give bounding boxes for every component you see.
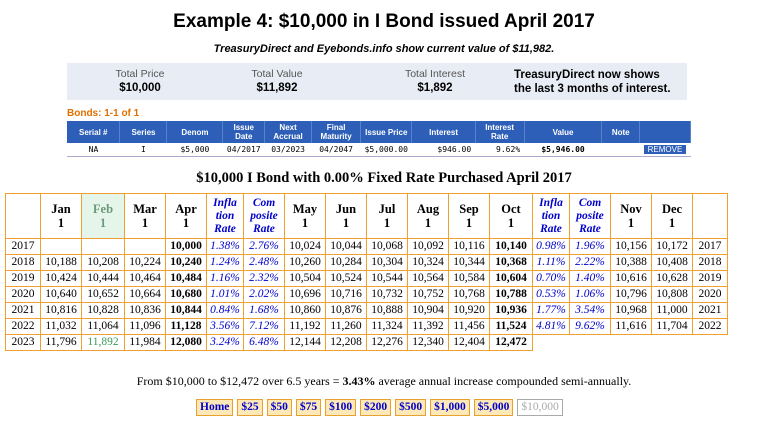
page-subtitle: TreasuryDirect and Eyebonds.info show current value of $11,982. <box>213 43 555 55</box>
year-cell: 2018 <box>693 255 728 271</box>
value-cell: 10,188 <box>41 255 82 271</box>
amount-button[interactable]: $200 <box>360 399 391 416</box>
value-cell: 12,472 <box>490 335 533 351</box>
year-cell: 2022 <box>693 319 728 335</box>
rate-cell: 2.48% <box>244 255 285 271</box>
value-cell: 10,068 <box>367 239 408 255</box>
value-cell: 10,860 <box>285 303 326 319</box>
year-cell: 2022 <box>6 319 41 335</box>
value-col-header <box>693 194 728 239</box>
value-cell: 11,128 <box>166 319 207 335</box>
value-col-header: Mar 1 <box>125 194 166 239</box>
interest-note-line1: TreasuryDirect now shows <box>514 69 660 81</box>
value-cell: 10,464 <box>125 271 166 287</box>
amount-button[interactable]: $100 <box>325 399 356 416</box>
value-row-2022 <box>6 319 728 335</box>
rate-cell: 1.06% <box>570 287 611 303</box>
value-table-title: $10,000 I Bond with 0.00% Fixed Rate Purchased April 2017 <box>196 170 572 186</box>
bond-note <box>602 143 640 157</box>
value-cell: 11,616 <box>611 319 652 335</box>
value-cell: 10,172 <box>652 239 693 255</box>
value-cell: 10,260 <box>285 255 326 271</box>
rate-cell <box>570 335 611 351</box>
bond-issue-date: 04/2017 <box>223 143 265 157</box>
col-issue-price[interactable]: Issue Price <box>361 121 412 143</box>
year-cell: 2021 <box>6 303 41 319</box>
value-cell: 10,000 <box>166 239 207 255</box>
rate-cell: 0.98% <box>533 239 570 255</box>
rate-cell: 2.02% <box>244 287 285 303</box>
total-value-value: $11,892 <box>256 82 298 94</box>
summary-sentence-start: From $10,000 to $12,472 over 6.5 years = <box>136 374 343 388</box>
col-value[interactable]: Value <box>524 121 602 143</box>
value-cell: 10,616 <box>611 271 652 287</box>
value-cell <box>125 239 166 255</box>
bond-value: $5,946.00 <box>524 143 602 157</box>
value-cell: 10,344 <box>449 255 490 271</box>
value-cell: 10,208 <box>82 255 125 271</box>
rate-cell: 1.77% <box>533 303 570 319</box>
rate-cell: 6.48% <box>244 335 285 351</box>
value-cell: 12,144 <box>285 335 326 351</box>
value-cell: 10,564 <box>408 271 449 287</box>
amount-button[interactable]: $5,000 <box>474 399 514 416</box>
value-cell: 11,984 <box>125 335 166 351</box>
value-cell: 10,544 <box>367 271 408 287</box>
bond-row <box>67 143 691 157</box>
value-row-2020 <box>6 287 728 303</box>
rate-cell: 1.16% <box>207 271 244 287</box>
value-col-header: Com posite Rate <box>244 194 285 239</box>
value-col-header <box>6 194 41 239</box>
bond-interest: $946.00 <box>412 143 475 157</box>
value-cell: 11,796 <box>41 335 82 351</box>
year-cell: 2019 <box>6 271 41 287</box>
year-cell: 2018 <box>6 255 41 271</box>
value-row-2018 <box>6 255 728 271</box>
value-cell: 10,284 <box>326 255 367 271</box>
value-cell: 10,484 <box>166 271 207 287</box>
value-cell: 12,276 <box>367 335 408 351</box>
value-cell: 10,752 <box>408 287 449 303</box>
value-cell: 12,340 <box>408 335 449 351</box>
amount-nav <box>196 399 563 416</box>
value-cell: 11,324 <box>367 319 408 335</box>
total-price-value: $10,000 <box>119 82 161 94</box>
value-cell: 10,240 <box>166 255 207 271</box>
value-col-header: Apr 1 <box>166 194 207 239</box>
value-cell <box>41 239 82 255</box>
value-cell: 11,260 <box>326 319 367 335</box>
value-cell: 10,936 <box>490 303 533 319</box>
rate-cell: 1.40% <box>570 271 611 287</box>
value-cell: 10,444 <box>82 271 125 287</box>
interest-note <box>514 68 671 96</box>
remove-button[interactable]: REMOVE <box>644 145 687 154</box>
rate-cell: 0.53% <box>533 287 570 303</box>
value-cell: 10,920 <box>449 303 490 319</box>
value-cell: 10,504 <box>285 271 326 287</box>
value-cell: 10,224 <box>125 255 166 271</box>
value-cell: 11,000 <box>652 303 693 319</box>
value-cell: 10,844 <box>166 303 207 319</box>
value-cell: 10,732 <box>367 287 408 303</box>
amount-button[interactable]: $1,000 <box>430 399 470 416</box>
value-col-header: May 1 <box>285 194 326 239</box>
bond-next-accrual: 03/2023 <box>265 143 312 157</box>
amount-button[interactable]: $75 <box>296 399 321 416</box>
value-col-header: Jan 1 <box>41 194 82 239</box>
amount-button[interactable]: $50 <box>267 399 292 416</box>
total-interest-label: Total Interest <box>404 68 466 80</box>
value-cell: 10,640 <box>41 287 82 303</box>
value-cell: 12,404 <box>449 335 490 351</box>
rate-cell: 3.24% <box>207 335 244 351</box>
value-cell: 11,704 <box>652 319 693 335</box>
bond-interest-rate: 9.62% <box>475 143 524 157</box>
rate-cell: 1.24% <box>207 255 244 271</box>
value-cell: 10,116 <box>449 239 490 255</box>
value-cell: 10,304 <box>367 255 408 271</box>
col-interest[interactable]: Interest <box>412 121 475 143</box>
col-note[interactable]: Note <box>602 121 640 143</box>
value-cell: 10,044 <box>326 239 367 255</box>
value-cell: 11,096 <box>125 319 166 335</box>
value-cell <box>611 335 652 351</box>
value-cell: 10,424 <box>41 271 82 287</box>
value-row-2017 <box>6 239 728 255</box>
value-cell: 11,524 <box>490 319 533 335</box>
value-row-2023 <box>6 335 728 351</box>
value-col-header: Dec 1 <box>652 194 693 239</box>
value-cell: 11,032 <box>41 319 82 335</box>
summary-bar <box>67 63 687 100</box>
col-issue-date[interactable]: Issue Date <box>223 121 265 143</box>
col-series[interactable]: Series <box>120 121 167 143</box>
rate-cell: 4.81% <box>533 319 570 335</box>
col-denom[interactable]: Denom <box>167 121 223 143</box>
value-cell: 12,208 <box>326 335 367 351</box>
rate-cell: 1.96% <box>570 239 611 255</box>
interest-note-line2: the last 3 months of interest. <box>514 83 671 95</box>
amount-button: $10,000 <box>517 399 562 416</box>
value-cell: 10,324 <box>408 255 449 271</box>
bond-action-cell <box>640 143 691 157</box>
rate-cell: 7.12% <box>244 319 285 335</box>
rate-cell: 9.62% <box>570 319 611 335</box>
value-cell: 10,368 <box>490 255 533 271</box>
value-cell: 10,696 <box>285 287 326 303</box>
total-value-label: Total Value <box>251 68 303 80</box>
value-cell: 10,836 <box>125 303 166 319</box>
value-cell: 10,876 <box>326 303 367 319</box>
year-cell: 2021 <box>693 303 728 319</box>
value-table-header <box>6 194 728 239</box>
value-cell: 10,140 <box>490 239 533 255</box>
value-cell: 10,584 <box>449 271 490 287</box>
value-cell: 10,716 <box>326 287 367 303</box>
value-table <box>5 193 728 351</box>
average-annual-rate: 3.43% <box>342 374 376 388</box>
value-cell: 11,392 <box>408 319 449 335</box>
value-cell: 10,628 <box>652 271 693 287</box>
value-cell: 10,796 <box>611 287 652 303</box>
total-price-label: Total Price <box>115 68 165 80</box>
rate-cell: 1.11% <box>533 255 570 271</box>
col-serial[interactable]: Serial # <box>67 121 120 143</box>
value-cell: 10,888 <box>367 303 408 319</box>
summary-sentence-end: average annual increase compounded semi-annually. <box>375 374 632 388</box>
value-cell: 10,828 <box>82 303 125 319</box>
value-cell: 11,456 <box>449 319 490 335</box>
rate-cell: 0.70% <box>533 271 570 287</box>
amount-button[interactable]: $25 <box>237 399 262 416</box>
bond-issue-price: $5,000.00 <box>361 143 412 157</box>
bond-serial: NA <box>67 143 120 157</box>
rate-cell: 3.56% <box>207 319 244 335</box>
value-cell: 11,064 <box>82 319 125 335</box>
value-cell <box>82 239 125 255</box>
value-col-header: Infla tion Rate <box>207 194 244 239</box>
value-cell: 10,024 <box>285 239 326 255</box>
rate-cell: 2.32% <box>244 271 285 287</box>
total-value-block <box>242 68 312 94</box>
value-cell: 10,092 <box>408 239 449 255</box>
value-col-header: Infla tion Rate <box>533 194 570 239</box>
value-cell: 10,156 <box>611 239 652 255</box>
value-cell: 11,892 <box>82 335 125 351</box>
value-cell: 10,388 <box>611 255 652 271</box>
year-cell: 2020 <box>6 287 41 303</box>
col-final-maturity[interactable]: Final Maturity <box>312 121 361 143</box>
value-cell: 10,816 <box>41 303 82 319</box>
value-cell: 10,604 <box>490 271 533 287</box>
rate-cell <box>533 335 570 351</box>
bond-table-header <box>67 121 691 143</box>
value-col-header: Jun 1 <box>326 194 367 239</box>
rate-cell: 1.38% <box>207 239 244 255</box>
value-cell <box>652 335 693 351</box>
year-cell: 2017 <box>693 239 728 255</box>
value-col-header: Nov 1 <box>611 194 652 239</box>
value-cell: 10,524 <box>326 271 367 287</box>
value-cell: 10,808 <box>652 287 693 303</box>
value-col-header: Feb 1 <box>82 194 125 239</box>
bonds-count: Bonds: 1-1 of 1 <box>67 108 140 119</box>
rate-cell: 3.54% <box>570 303 611 319</box>
bond-series: I <box>120 143 167 157</box>
value-cell: 12,080 <box>166 335 207 351</box>
value-row-2021 <box>6 303 728 319</box>
value-cell: 10,680 <box>166 287 207 303</box>
page-title: Example 4: $10,000 in I Bond issued April 2017 <box>173 11 595 32</box>
total-price-block <box>105 68 175 94</box>
value-cell: 10,768 <box>449 287 490 303</box>
value-cell: 10,968 <box>611 303 652 319</box>
value-cell: 10,408 <box>652 255 693 271</box>
rate-cell: 2.22% <box>570 255 611 271</box>
value-row-2019 <box>6 271 728 287</box>
rate-cell: 2.76% <box>244 239 285 255</box>
value-cell: 10,652 <box>82 287 125 303</box>
summary-sentence <box>0 374 768 389</box>
year-cell: 2017 <box>6 239 41 255</box>
home-button[interactable]: Home <box>196 399 233 416</box>
bond-denom: $5,000 <box>167 143 223 157</box>
total-interest-value: $1,892 <box>417 82 453 94</box>
col-interest-rate[interactable]: Interest Rate <box>475 121 524 143</box>
value-col-header: Sep 1 <box>449 194 490 239</box>
year-cell: 2019 <box>693 271 728 287</box>
amount-button[interactable]: $500 <box>395 399 426 416</box>
col-action <box>640 121 691 143</box>
rate-cell: 0.84% <box>207 303 244 319</box>
bond-table <box>67 121 691 157</box>
value-col-header: Oct 1 <box>490 194 533 239</box>
bond-final-maturity: 04/2047 <box>312 143 361 157</box>
rate-cell: 1.01% <box>207 287 244 303</box>
value-cell: 10,664 <box>125 287 166 303</box>
year-cell <box>693 335 728 351</box>
year-cell: 2020 <box>693 287 728 303</box>
value-col-header: Jul 1 <box>367 194 408 239</box>
value-cell: 10,788 <box>490 287 533 303</box>
value-cell: 10,904 <box>408 303 449 319</box>
value-cell: 11,192 <box>285 319 326 335</box>
total-interest-block <box>395 68 475 94</box>
col-next-accrual[interactable]: Next Accrual <box>265 121 312 143</box>
value-col-header: Aug 1 <box>408 194 449 239</box>
value-col-header: Com posite Rate <box>570 194 611 239</box>
rate-cell: 1.68% <box>244 303 285 319</box>
year-cell: 2023 <box>6 335 41 351</box>
